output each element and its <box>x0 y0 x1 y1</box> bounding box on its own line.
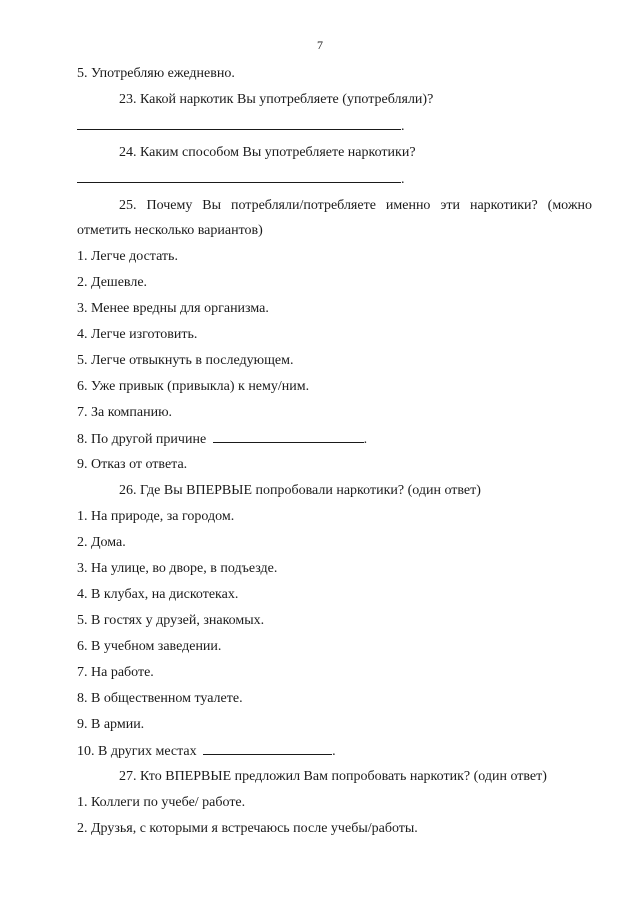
answer-option-label: 8. По другой причине <box>77 432 207 447</box>
answer-option-other <box>77 431 367 448</box>
question-27: 27. Кто ВПЕРВЫЕ предложил Вам попробовать наркотик? (один ответ) <box>119 769 547 784</box>
question-25-line-2: отметить несколько вариантов) <box>77 223 263 238</box>
question-26: 26. Где Вы ВПЕРВЫЕ попробовали наркотики? (один ответ) <box>119 483 481 498</box>
answer-option: 3. Менее вредны для организма. <box>77 301 269 316</box>
page-number: 7 <box>317 38 323 52</box>
answer-option: 9. В армии. <box>77 717 145 732</box>
answer-blank-24 <box>77 171 405 188</box>
blank-period: . <box>363 432 368 447</box>
fill-in-blank[interactable] <box>77 171 401 183</box>
answer-option: 2. Дома. <box>77 535 126 550</box>
answer-option: 3. На улице, во дворе, в подъезде. <box>77 561 278 576</box>
answer-option: 5. В гостях у друзей, знакомых. <box>77 613 265 628</box>
question-25-line-1: 25. Почему Вы потребляли/потребляете именно эти наркотики? (можно <box>119 198 592 213</box>
question-24: 24. Каким способом Вы употребляете наркотики? <box>119 145 416 160</box>
answer-option: 1. Легче достать. <box>77 249 178 264</box>
answer-option: 5. Легче отвыкнуть в последующем. <box>77 353 294 368</box>
answer-option: 9. Отказ от ответа. <box>77 457 188 472</box>
answer-option: 2. Друзья, с которыми я встречаюсь после учебы/работы. <box>77 821 418 836</box>
answer-option: 1. На природе, за городом. <box>77 509 235 524</box>
blank-period: . <box>401 119 405 134</box>
question-23: 23. Какой наркотик Вы употребляете (употребляли)? <box>119 92 434 107</box>
answer-option: 7. На работе. <box>77 665 154 680</box>
answer-option: 7. За компанию. <box>77 405 173 420</box>
answer-option: 6. В учебном заведении. <box>77 639 222 654</box>
answer-option-label: 10. В других местах <box>77 744 197 759</box>
answer-option-line: 5. Употребляю ежедневно. <box>77 66 235 81</box>
answer-option: 2. Дешевле. <box>77 275 148 290</box>
blank-period: . <box>332 744 336 759</box>
answer-blank-23 <box>77 118 405 135</box>
blank-period: . <box>401 172 405 187</box>
answer-option: 1. Коллеги по учебе/ работе. <box>77 795 246 810</box>
answer-option: 8. В общественном туалете. <box>77 691 243 706</box>
fill-in-blank[interactable] <box>213 431 364 443</box>
answer-option: 6. Уже привык (привыкла) к нему/ним. <box>77 379 310 394</box>
fill-in-blank[interactable] <box>203 743 332 755</box>
answer-option: 4. Легче изготовить. <box>77 327 198 342</box>
answer-option-other <box>77 743 336 760</box>
answer-option: 4. В клубах, на дискотеках. <box>77 587 239 602</box>
fill-in-blank[interactable] <box>77 118 401 130</box>
